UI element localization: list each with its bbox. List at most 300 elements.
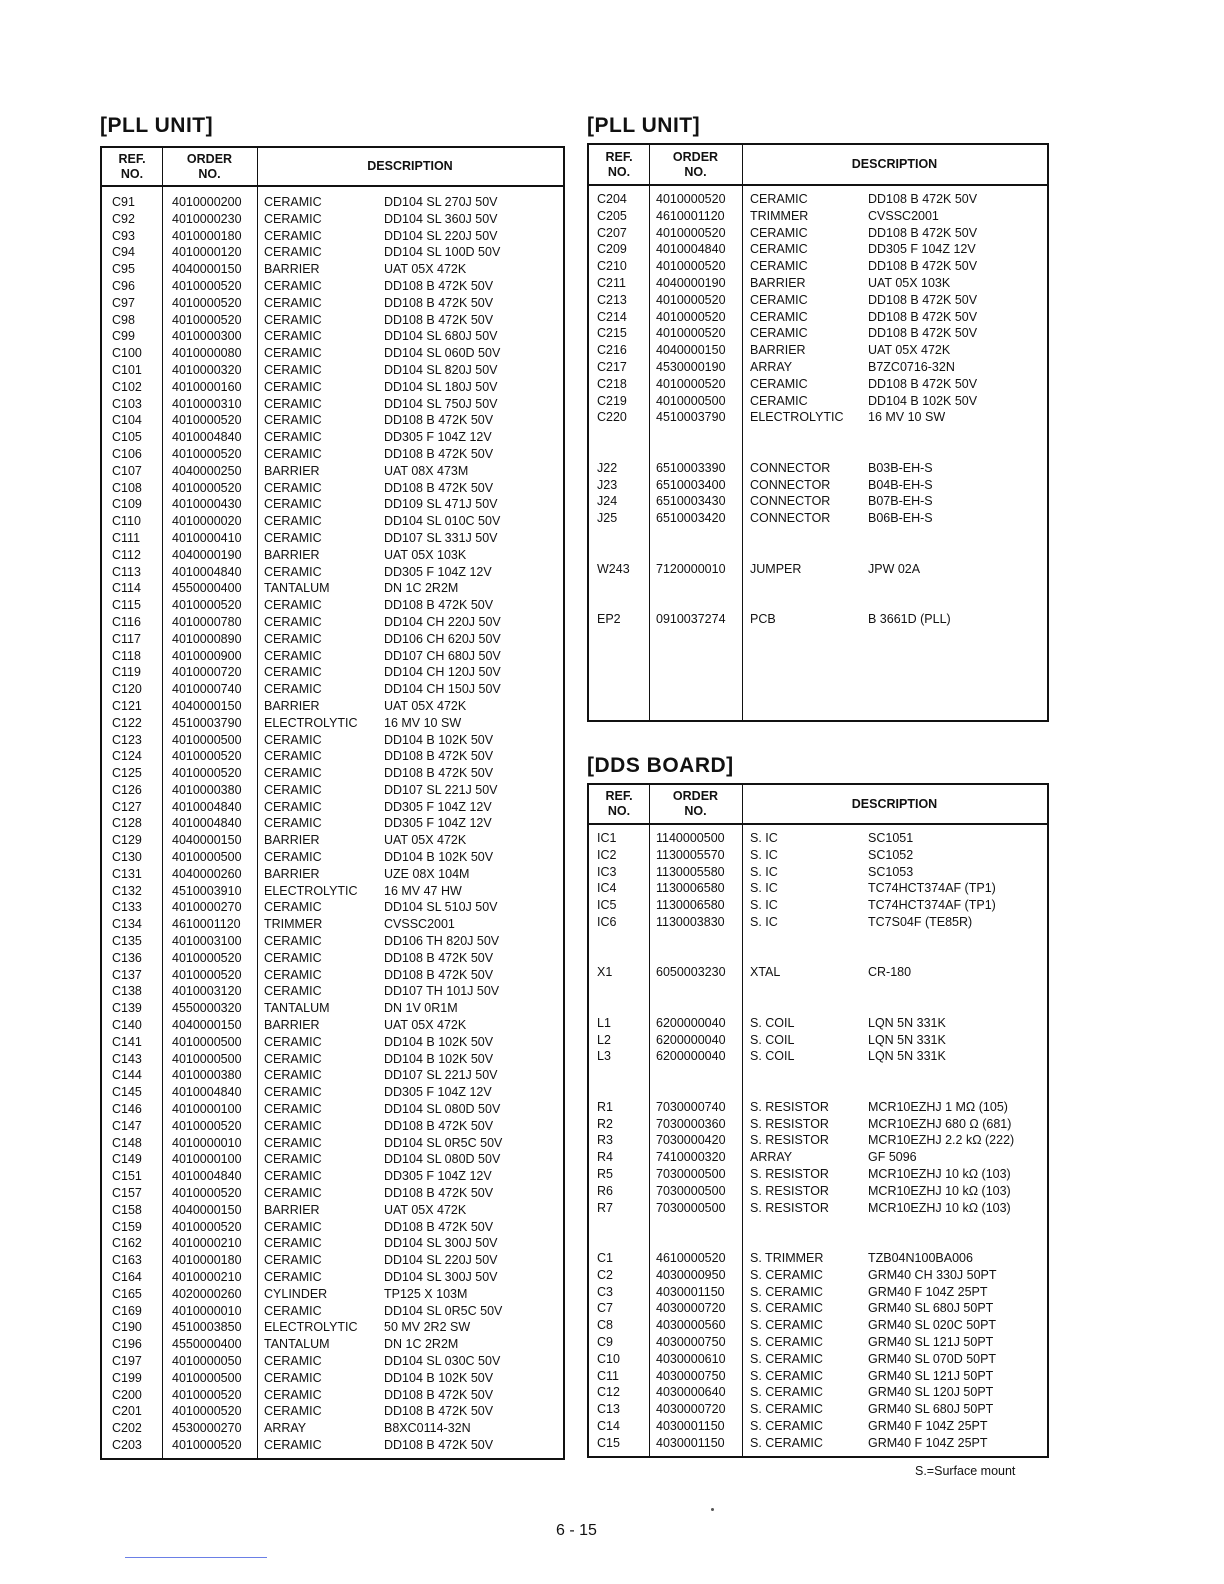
ref-no: C107 [112, 463, 142, 478]
table-row [102, 1336, 563, 1353]
order-no: 4010000080 [172, 346, 242, 361]
order-no: 4030001150 [656, 1435, 725, 1450]
ref-no: C140 [112, 1018, 142, 1033]
table-row [589, 914, 1047, 931]
order-no: 4010004840 [172, 1169, 242, 1184]
table-row [102, 362, 563, 379]
part-type: CERAMIC [264, 1118, 322, 1133]
order-no: 4010000230 [172, 211, 242, 226]
ref-no: C99 [112, 329, 135, 344]
part-type: S. RESISTOR [750, 1099, 829, 1114]
part-spec: DD108 B 472K 50V [384, 950, 494, 965]
table-row [102, 1151, 563, 1168]
part-spec: UAT 05X 472K [384, 1018, 467, 1033]
part-type: CERAMIC [264, 446, 322, 461]
part-spec: 16 MV 10 SW [868, 410, 946, 425]
table-row [102, 765, 563, 782]
ref-no: C125 [112, 766, 142, 781]
part-type: CERAMIC [264, 530, 322, 545]
ref-no: C157 [112, 1186, 142, 1201]
order-no: 7030000740 [656, 1099, 726, 1114]
order-no: 4010000430 [172, 497, 242, 512]
ref-no: C111 [112, 530, 141, 545]
order-no: 4010000520 [172, 1186, 242, 1201]
part-type: TRIMMER [750, 208, 809, 223]
part-spec: GRM40 SL 680J 50PT [868, 1301, 994, 1316]
table-row [102, 295, 563, 312]
order-no: 4030000750 [656, 1334, 726, 1349]
part-type: CERAMIC [264, 278, 322, 293]
order-no: 4010000520 [656, 292, 726, 307]
order-no: 4030000610 [656, 1351, 726, 1366]
table-row [102, 1269, 563, 1286]
table-row [589, 1216, 1047, 1233]
part-type: S. CERAMIC [750, 1301, 823, 1316]
order-no: 4010000520 [172, 295, 242, 310]
order-no: 4010000520 [172, 1118, 242, 1133]
part-type: CERAMIC [750, 192, 808, 206]
table-row [102, 480, 563, 497]
ref-no: C94 [112, 245, 135, 260]
ref-no: C219 [597, 393, 627, 408]
part-type: CERAMIC [264, 950, 322, 965]
part-spec: GRM40 SL 121J 50PT [868, 1368, 994, 1383]
table-header [102, 148, 563, 187]
table-row [102, 1168, 563, 1185]
order-no: 4030001150 [656, 1284, 725, 1299]
left-section-title: [PLL UNIT] [100, 114, 214, 137]
table-row [589, 1384, 1047, 1401]
part-type: CERAMIC [264, 195, 322, 209]
part-spec: DD108 B 472K 50V [868, 292, 978, 307]
ref-no: L1 [597, 1015, 611, 1030]
part-type: S. CERAMIC [750, 1368, 823, 1383]
table-row [589, 948, 1047, 965]
table-row [102, 412, 563, 429]
part-type: CERAMIC [264, 732, 322, 747]
part-spec: DD104 SL 750J 50V [384, 396, 498, 411]
ref-no: J25 [597, 511, 618, 526]
ref-no: C146 [112, 1102, 142, 1117]
part-type: CERAMIC [264, 749, 322, 764]
table-header [589, 785, 1047, 825]
table-row [589, 1334, 1047, 1351]
part-spec: CR-180 [868, 965, 912, 980]
order-no: 4040000190 [172, 547, 242, 562]
table-row [589, 1065, 1047, 1082]
part-spec: GRM40 F 104Z 25PT [868, 1435, 988, 1450]
ref-no: C220 [597, 410, 627, 425]
part-spec: GRM40 SL 070D 50PT [868, 1351, 997, 1366]
part-spec: DD106 CH 620J 50V [384, 631, 501, 646]
table-row [589, 1032, 1047, 1049]
part-spec: DD305 F 104Z 12V [868, 242, 976, 257]
part-spec: SC1052 [868, 847, 914, 862]
order-no: 4010000300 [172, 329, 242, 344]
part-type: CERAMIC [264, 816, 322, 831]
dds-section-title: [DDS BOARD] [587, 754, 734, 777]
order-header: ORDER [672, 149, 719, 164]
table-row [589, 258, 1047, 275]
ref-no: C132 [112, 883, 142, 898]
part-spec: UAT 08X 473M [384, 463, 469, 478]
part-spec: DD108 B 472K 50V [384, 278, 494, 293]
dds-parts-table [587, 783, 1049, 1458]
ref-no: C110 [112, 514, 141, 529]
ref-no: J24 [597, 494, 618, 509]
part-type: CERAMIC [264, 413, 322, 428]
ref-no: C126 [112, 782, 142, 797]
part-spec: MCR10EZHJ 2.2 kΩ (222) [868, 1133, 1015, 1148]
order-no: 4010000780 [172, 614, 242, 629]
ref-no: C129 [112, 833, 142, 848]
part-spec: DD108 B 472K 50V [384, 749, 494, 764]
order-no: 4040000150 [172, 262, 242, 277]
ref-no: C164 [112, 1270, 142, 1284]
part-type: CERAMIC [750, 259, 808, 274]
part-type: CERAMIC [264, 1236, 322, 1251]
ref-no: C131 [112, 866, 142, 881]
ref-no: C105 [112, 430, 142, 445]
left-rows [102, 194, 563, 1454]
part-type: CERAMIC [264, 228, 322, 243]
order-no: 4030000950 [656, 1267, 726, 1282]
table-row [102, 446, 563, 463]
table-row [102, 429, 563, 446]
ref-no: C119 [112, 665, 141, 680]
ref-header: REF. [118, 151, 146, 166]
part-type: S. RESISTOR [750, 1200, 829, 1215]
table-row [589, 594, 1047, 611]
table-row [589, 998, 1047, 1015]
part-type: CERAMIC [264, 430, 322, 445]
order-no: 6510003390 [656, 460, 726, 475]
part-spec: DD104 SL 820J 50V [384, 362, 498, 377]
part-spec: B8XC0114-32N [384, 1421, 471, 1436]
part-type: BARRIER [264, 833, 320, 848]
part-spec: DD108 B 472K 50V [384, 1219, 494, 1234]
table-row [102, 580, 563, 597]
table-row [589, 1250, 1047, 1267]
ref-no: C130 [112, 850, 142, 865]
order-no: 4010000520 [656, 225, 726, 240]
order-no: 4030001150 [656, 1418, 725, 1433]
ref-no: C143 [112, 1051, 142, 1066]
table-row [589, 1116, 1047, 1133]
ref-header: REF. [605, 789, 633, 803]
ref-no: C209 [597, 242, 627, 257]
order-no: 4010000100 [172, 1102, 242, 1117]
part-type: CONNECTOR [750, 494, 831, 509]
order-no: 4010000500 [172, 1051, 242, 1066]
part-spec: TZB04N100BA006 [868, 1250, 973, 1265]
part-spec: 16 MV 10 SW [384, 715, 462, 730]
order-no: 4010000210 [172, 1236, 242, 1251]
part-spec: DD104 SL 300J 50V [384, 1236, 498, 1251]
part-type: S. IC [750, 864, 778, 879]
table-header [589, 145, 1047, 186]
part-type: CERAMIC [264, 362, 322, 377]
table-row [589, 309, 1047, 326]
ref-no: C103 [112, 396, 142, 411]
ref-header-no: NO. [120, 166, 144, 181]
ref-no: C91 [112, 195, 135, 209]
order-header-no: NO. [198, 166, 221, 181]
part-type: S. CERAMIC [750, 1435, 823, 1450]
part-spec: DD104 CH 120J 50V [384, 665, 501, 680]
speck [711, 1508, 714, 1511]
ref-no: C218 [597, 376, 627, 391]
order-no: 4010000520 [656, 309, 726, 324]
table-row [102, 1067, 563, 1084]
part-type: S. CERAMIC [750, 1284, 823, 1299]
ref-no: C135 [112, 934, 142, 949]
order-no: 4010000720 [172, 665, 242, 680]
part-type: S. IC [750, 914, 778, 929]
order-no: 4010000200 [172, 195, 242, 209]
order-no: 4010000520 [172, 950, 242, 965]
part-type: CERAMIC [264, 900, 322, 915]
table-row [102, 244, 563, 261]
ref-no: C139 [112, 1001, 142, 1016]
ref-no: IC1 [597, 831, 617, 845]
ref-no: C95 [112, 262, 135, 277]
table-row [102, 194, 563, 211]
table-row [102, 597, 563, 614]
order-no: 4010000520 [172, 278, 242, 293]
part-type: BARRIER [264, 1202, 320, 1217]
table-row [102, 1319, 563, 1336]
ref-no: C136 [112, 950, 142, 965]
part-spec: B07B-EH-S [868, 494, 933, 509]
table-row [102, 1437, 563, 1454]
part-spec: TC74HCT374AF (TP1) [868, 881, 996, 896]
table-row [102, 748, 563, 765]
right-section-title: [PLL UNIT] [587, 114, 701, 137]
table-row [102, 1185, 563, 1202]
table-row [102, 1034, 563, 1051]
part-type: CERAMIC [264, 1270, 322, 1284]
part-type: S. CERAMIC [750, 1334, 823, 1349]
part-type: CERAMIC [264, 1303, 322, 1318]
ref-no: C108 [112, 480, 142, 495]
table-row [102, 278, 563, 295]
ref-no: C144 [112, 1068, 142, 1083]
table-row [589, 1368, 1047, 1385]
table-row [589, 964, 1047, 981]
part-type: CERAMIC [264, 1169, 322, 1184]
ref-no: C137 [112, 967, 142, 982]
order-no: 4610000520 [656, 1250, 726, 1265]
part-spec: DD108 B 472K 50V [384, 1118, 494, 1133]
order-no: 1130006580 [656, 898, 725, 913]
ref-no: R3 [597, 1133, 613, 1148]
part-type: CERAMIC [264, 648, 322, 663]
part-spec: DD305 F 104Z 12V [384, 430, 492, 445]
order-no: 4010000520 [172, 749, 242, 764]
ref-no: C102 [112, 379, 142, 394]
part-spec: JPW 02A [868, 561, 921, 576]
dds-rows [589, 830, 1047, 1451]
part-spec: DD107 CH 680J 50V [384, 648, 501, 663]
table-row [102, 228, 563, 245]
ref-no: R7 [597, 1200, 613, 1215]
order-no: 4610001120 [172, 917, 241, 932]
order-no: 4010000520 [172, 967, 242, 982]
left-parts-table [100, 146, 565, 1460]
ref-no: C114 [112, 581, 141, 596]
part-spec: TC7S04F (TE85R) [868, 914, 973, 929]
order-no: 7030000500 [656, 1183, 726, 1198]
order-no: 4010000520 [172, 1219, 242, 1234]
table-row [102, 832, 563, 849]
table-row [589, 880, 1047, 897]
ref-no: C104 [112, 413, 142, 428]
table-row [102, 496, 563, 513]
table-row [589, 443, 1047, 460]
part-spec: DD107 SL 331J 50V [384, 530, 498, 545]
order-no: 4010000320 [172, 362, 242, 377]
order-no: 4010004840 [172, 1085, 242, 1100]
part-spec: DD104 B 102K 50V [384, 1034, 494, 1049]
table-row [102, 614, 563, 631]
order-no: 6050003230 [656, 965, 726, 980]
part-type: CERAMIC [264, 396, 322, 411]
table-row [589, 1149, 1047, 1166]
table-row [102, 312, 563, 329]
part-type: ELECTROLYTIC [750, 410, 844, 425]
ref-no: C216 [597, 343, 627, 358]
part-spec: DN 1C 2R2M [384, 1337, 459, 1352]
table-row [589, 1015, 1047, 1032]
ref-no: R4 [597, 1150, 613, 1165]
ref-no: R1 [597, 1099, 613, 1114]
part-type: CERAMIC [264, 480, 322, 495]
part-spec: DD104 SL 100D 50V [384, 245, 501, 260]
part-type: CERAMIC [264, 799, 322, 814]
order-no: 4030000560 [656, 1318, 726, 1333]
order-no: 4040000150 [172, 1202, 242, 1217]
table-row [589, 1418, 1047, 1435]
ref-no: C149 [112, 1152, 142, 1167]
part-type: CERAMIC [264, 1253, 322, 1268]
table-row [589, 1132, 1047, 1149]
part-spec: DD104 B 102K 50V [384, 1370, 494, 1385]
table-row [589, 1082, 1047, 1099]
part-type: CERAMIC [264, 1353, 322, 1368]
table-row [589, 527, 1047, 544]
part-spec: DD108 B 472K 50V [868, 259, 978, 274]
table-row [102, 1101, 563, 1118]
ref-no: C118 [112, 648, 141, 663]
table-row [589, 1166, 1047, 1183]
part-spec: DD108 B 472K 50V [384, 312, 494, 327]
ref-no: C147 [112, 1118, 142, 1133]
ref-no: C96 [112, 278, 135, 293]
order-no: 6200000040 [656, 1032, 726, 1047]
part-type: CERAMIC [750, 326, 808, 341]
table-row [102, 664, 563, 681]
order-no: 4040000150 [656, 343, 726, 358]
ref-no: C141 [112, 1034, 142, 1049]
part-spec: GRM40 F 104Z 25PT [868, 1284, 988, 1299]
ref-no: C100 [112, 346, 142, 361]
part-type: S. CERAMIC [750, 1385, 823, 1400]
order-no: 4510003790 [656, 410, 726, 425]
table-row [102, 261, 563, 278]
table-row [102, 983, 563, 1000]
ref-no: C215 [597, 326, 627, 341]
part-spec: LQN 5N 331K [868, 1049, 946, 1064]
order-no: 4040000250 [172, 463, 242, 478]
part-spec: MCR10EZHJ 10 kΩ (103) [868, 1183, 1011, 1198]
part-type: CYLINDER [264, 1286, 328, 1301]
part-type: BARRIER [264, 463, 320, 478]
part-type: CERAMIC [264, 1085, 322, 1100]
table-row [102, 1370, 563, 1387]
ref-no: C162 [112, 1236, 142, 1251]
table-row [589, 897, 1047, 914]
ref-no: C196 [112, 1337, 142, 1352]
description-header: DESCRIPTION [851, 796, 938, 811]
table-row [589, 1267, 1047, 1284]
table-row [102, 933, 563, 950]
table-row [102, 1017, 563, 1034]
ref-no: C92 [112, 211, 135, 226]
part-spec: DD108 B 472K 50V [384, 766, 494, 781]
part-type: BARRIER [750, 343, 806, 358]
order-no: 4010000010 [172, 1303, 242, 1318]
page-number: 6 - 15 [556, 1522, 597, 1539]
order-no: 1130003830 [656, 914, 725, 929]
part-type: CERAMIC [264, 346, 322, 361]
ref-no: L2 [597, 1032, 611, 1047]
ref-no: C169 [112, 1303, 142, 1318]
part-spec: TP125 X 103M [384, 1286, 468, 1301]
part-type: TANTALUM [264, 1337, 330, 1352]
order-no: 1140000500 [656, 831, 725, 845]
part-type: S. RESISTOR [750, 1166, 829, 1181]
part-type: XTAL [750, 965, 781, 980]
part-type: CERAMIC [264, 329, 322, 344]
table-row [102, 564, 563, 581]
part-spec: UAT 05X 472K [384, 262, 467, 277]
order-no: 4010000160 [172, 379, 242, 394]
part-type: CERAMIC [264, 1135, 322, 1150]
ref-no: C10 [597, 1351, 620, 1366]
order-no: 4530000270 [172, 1421, 242, 1436]
order-no: 4010000020 [172, 514, 242, 529]
ref-no: C214 [597, 309, 627, 324]
order-no: 4010000520 [172, 1387, 242, 1402]
part-spec: CVSSC2001 [384, 917, 455, 932]
part-type: CERAMIC [264, 295, 322, 310]
order-no: 4010000740 [172, 682, 242, 697]
table-row [589, 1351, 1047, 1368]
part-type: S. CERAMIC [750, 1418, 823, 1433]
part-spec: B7ZC0716-32N [868, 359, 955, 374]
part-spec: DD108 B 472K 50V [384, 480, 494, 495]
part-spec: DD305 F 104Z 12V [384, 1085, 492, 1100]
table-row [102, 328, 563, 345]
part-spec: DD108 B 472K 50V [384, 446, 494, 461]
ref-no: C134 [112, 917, 142, 932]
table-row [102, 463, 563, 480]
part-spec: DD107 SL 221J 50V [384, 782, 498, 797]
part-type: CERAMIC [264, 245, 322, 260]
part-type: S. CERAMIC [750, 1402, 823, 1417]
order-no: 7030000360 [656, 1116, 726, 1131]
